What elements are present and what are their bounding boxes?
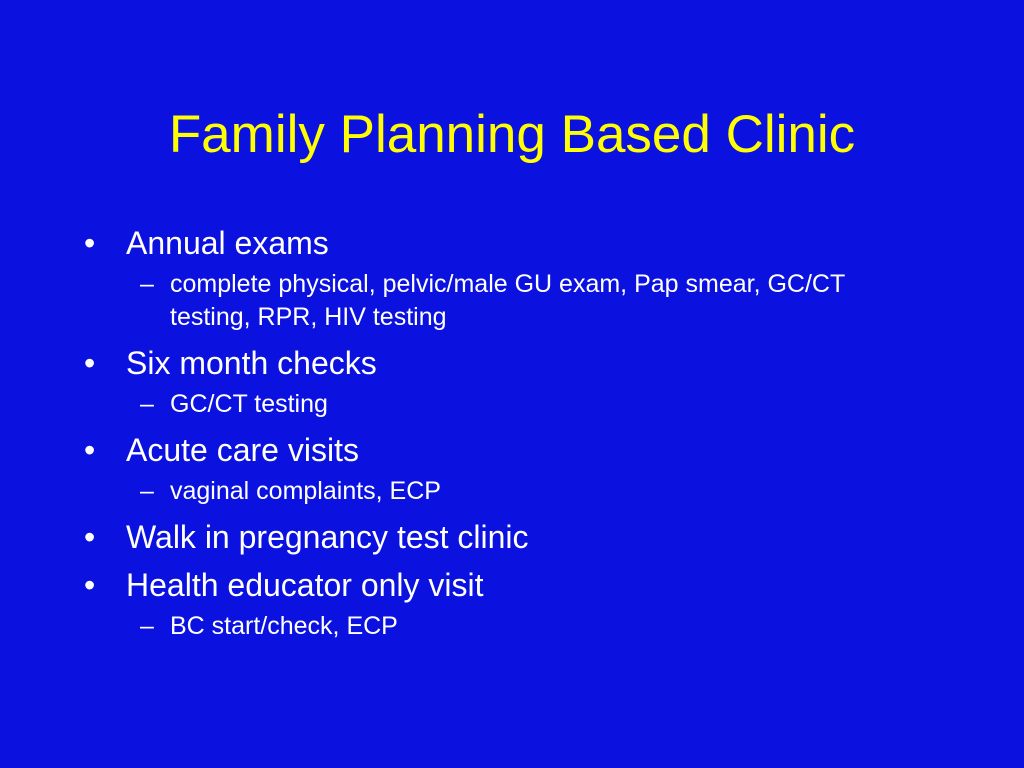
- bullet-item-health-educator-visit: [84, 564, 944, 606]
- bullet-item-six-month-checks: [84, 342, 944, 384]
- bullet-icon: •: [84, 519, 96, 555]
- dash-icon: –: [140, 612, 154, 640]
- sub-bullet-annual-exams: [84, 268, 890, 334]
- bullet-icon: •: [84, 432, 96, 468]
- bullet-text: Acute care visits: [126, 432, 359, 468]
- dash-icon: –: [140, 477, 154, 505]
- bullet-list: [84, 222, 944, 651]
- bullet-item-acute-care-visits: [84, 429, 944, 471]
- bullet-text: Annual exams: [126, 225, 329, 261]
- bullet-text: Six month checks: [126, 345, 377, 381]
- sub-bullet-text: vaginal complaints, ECP: [170, 477, 441, 505]
- sub-bullet-six-month-checks: [84, 388, 890, 421]
- bullet-icon: •: [84, 345, 96, 381]
- bullet-icon: •: [84, 567, 96, 603]
- sub-bullet-health-educator-visit: [84, 610, 890, 643]
- bullet-icon: •: [84, 225, 96, 261]
- sub-bullet-text: complete physical, pelvic/male GU exam, Pap smear, GC/CT testing, RPR, HIV testing: [170, 270, 845, 331]
- bullet-text: Health educator only visit: [126, 567, 484, 603]
- sub-bullet-text: BC start/check, ECP: [170, 612, 398, 640]
- sub-bullet-acute-care-visits: [84, 475, 890, 508]
- bullet-item-annual-exams: [84, 222, 944, 264]
- slide-title: Family Planning Based Clinic: [168, 105, 856, 164]
- dash-icon: –: [140, 390, 154, 418]
- sub-bullet-text: GC/CT testing: [170, 390, 328, 418]
- bullet-item-walk-in-pregnancy-test: [84, 516, 944, 558]
- dash-icon: –: [140, 270, 154, 298]
- bullet-text: Walk in pregnancy test clinic: [126, 519, 529, 555]
